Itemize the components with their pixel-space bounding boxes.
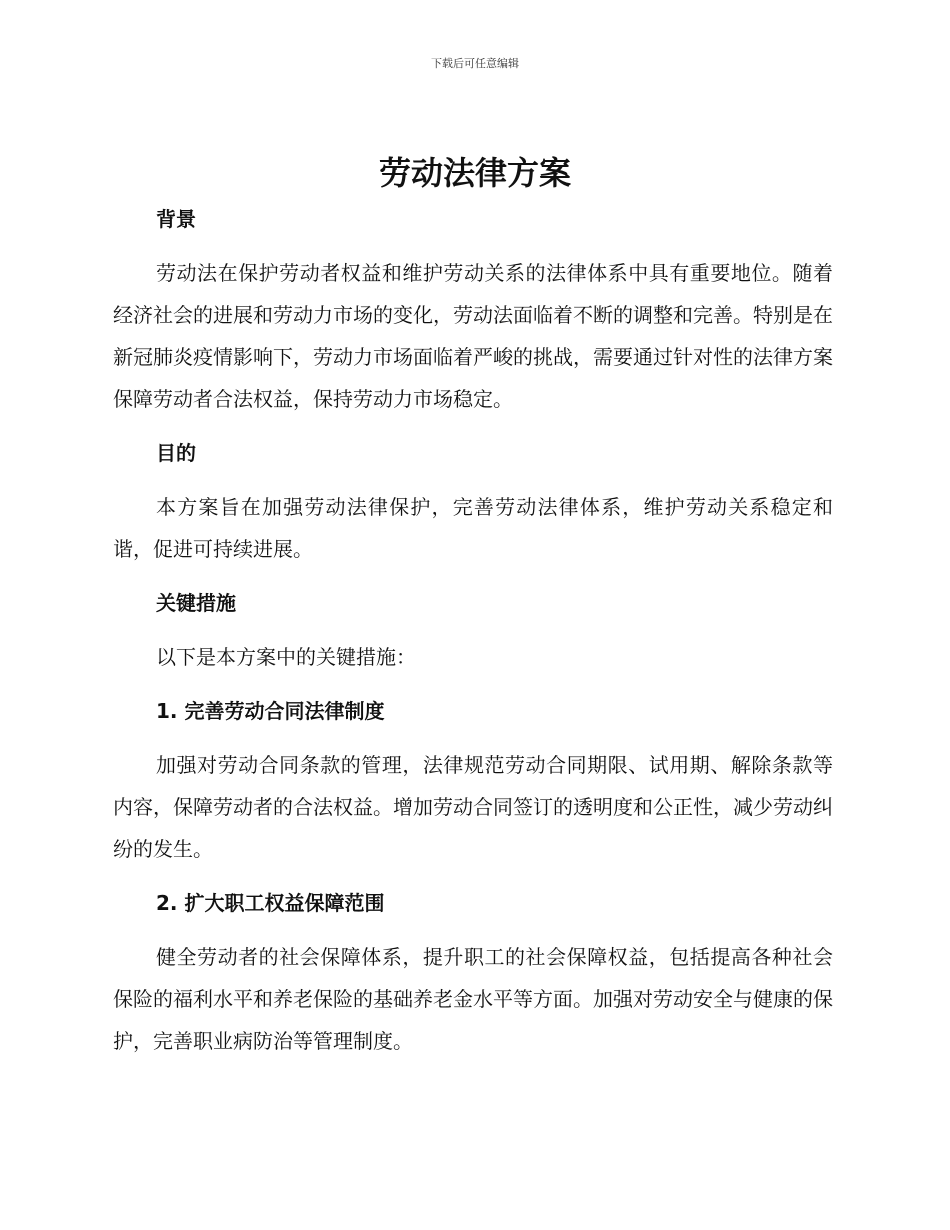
section-text-measure-1: 加强对劳动合同条款的管理，法律规范劳动合同期限、试用期、解除条款等内容，保障劳动者的合法权益。增加劳动合同签订的透明度和公正性，减少劳动纠纷的发生。: [113, 753, 833, 861]
section-heading-key-measures: 关键措施: [156, 591, 236, 615]
section-text-key-measures: 以下是本方案中的关键措施：: [156, 645, 416, 669]
section-text-goal: 本方案旨在加强劳动法律保护，完善劳动法律体系，维护劳动关系稳定和谐，促进可持续进展。: [113, 495, 833, 561]
section-text-background: 劳动法在保护劳动者权益和维护劳动关系的法律体系中具有重要地位。随着经济社会的进展和劳动力市场的变化，劳动法面临着不断的调整和完善。特别是在新冠肺炎疫情影响下，劳动力市场面临着严峻的挑战，需要通过针对性的法律方案保障劳动者合法权益，保持劳动力市场稳定。: [113, 261, 833, 411]
document-title: 劳动法律方案: [378, 154, 571, 192]
section-heading-measure-2: 2. 扩大职工权益保障范围: [156, 891, 385, 915]
document-body: [113, 198, 833, 1062]
section-heading-goal: 目的: [156, 441, 196, 465]
section-text-measure-2: 健全劳动者的社会保障体系，提升职工的社会保障权益，包括提高各种社会保险的福利水平和养老保险的基础养老金水平等方面。加强对劳动安全与健康的保护，完善职业病防治等管理制度。: [113, 945, 833, 1053]
section-heading-background: 背景: [156, 207, 196, 231]
header-note: 下载后可任意编辑: [431, 57, 519, 70]
section-heading-measure-1: 1. 完善劳动合同法律制度: [156, 699, 385, 723]
